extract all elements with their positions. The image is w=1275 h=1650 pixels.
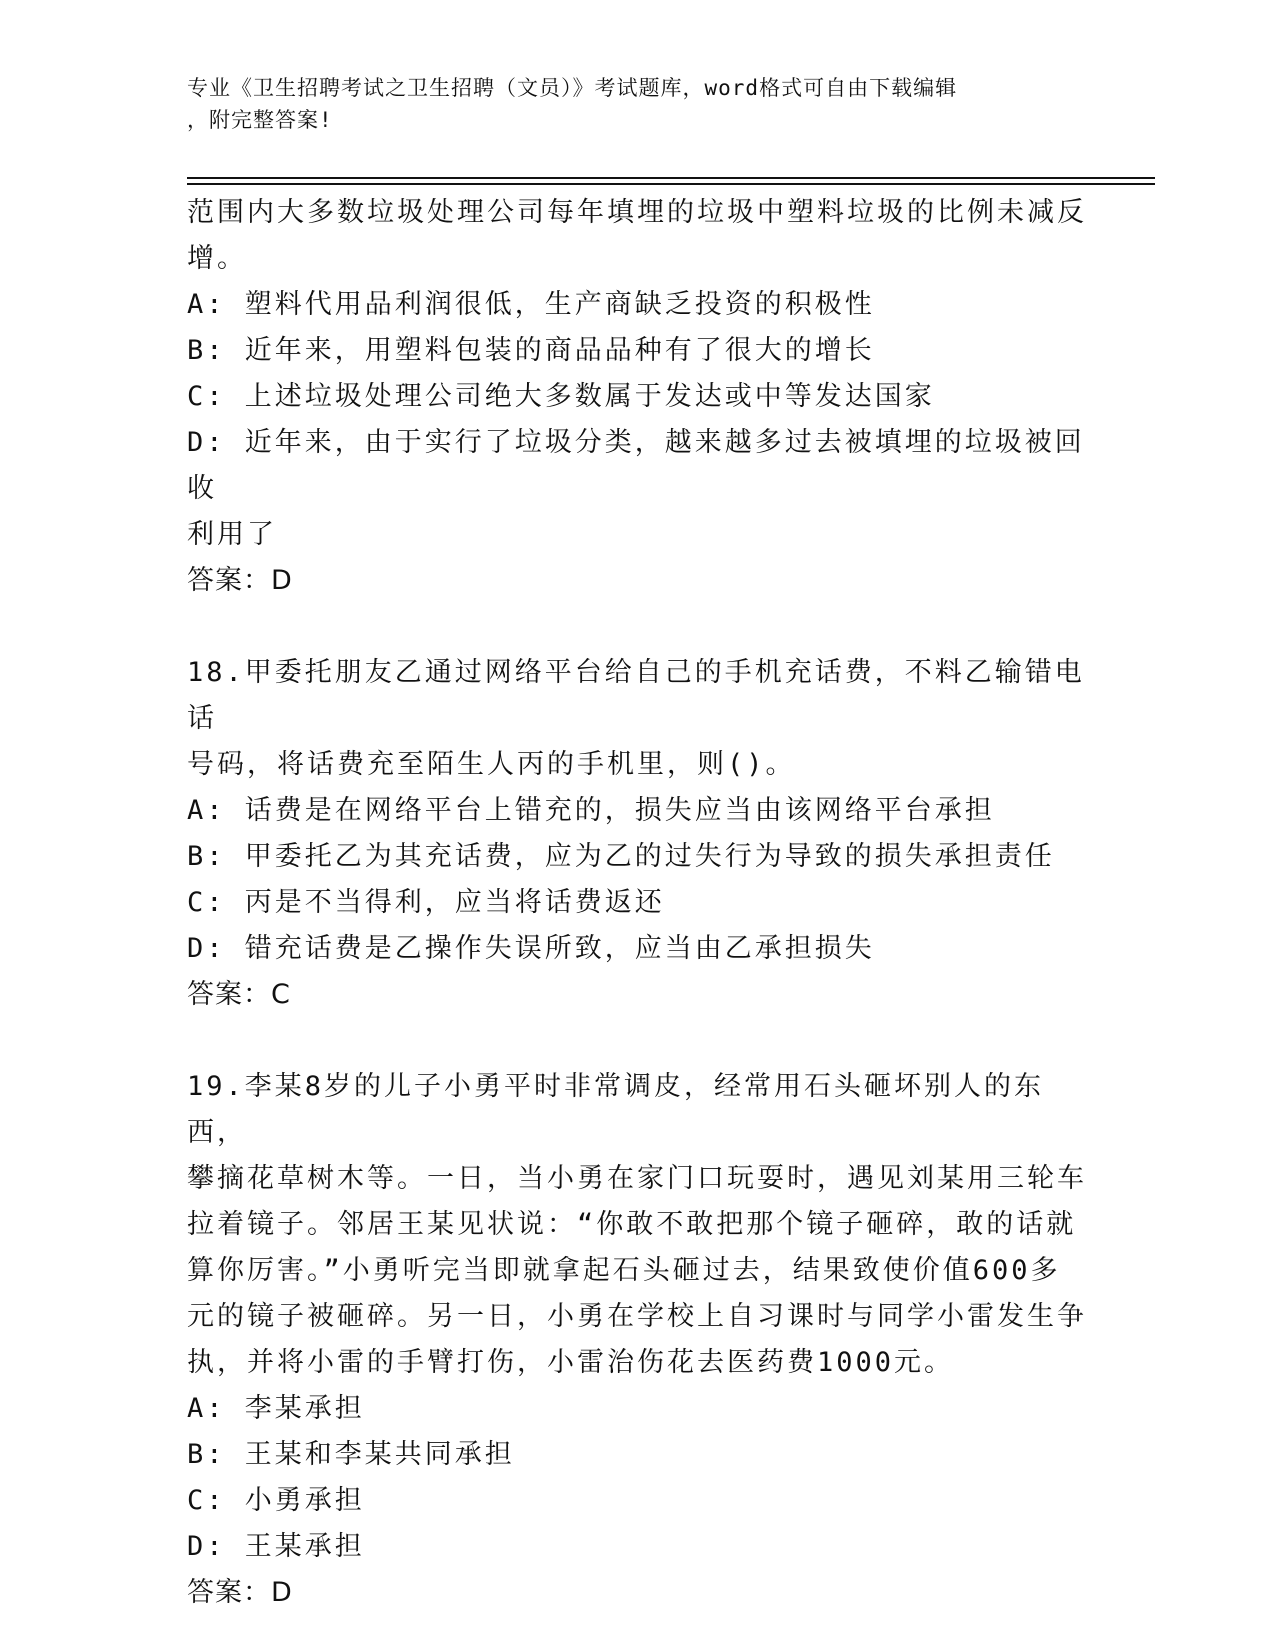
option-b: B: 甲委托乙为其充话费，应为乙的过失行为导致的损失承担责任 (187, 841, 1055, 872)
option-d: D: 王某承担 (187, 1531, 365, 1562)
option-a: A: 塑料代用品利润很低，生产商缺乏投资的积极性 (187, 289, 875, 320)
question-19 (187, 1064, 1087, 1616)
option-c: C: 小勇承担 (187, 1485, 365, 1516)
answer-label: 答案：D (187, 565, 293, 596)
document-header (187, 72, 1067, 136)
header-divider-bottom (187, 183, 1155, 185)
question-stem-line: 号码，将话费充至陌生人丙的手机里，则()。 (187, 749, 796, 780)
option-d-line-1: D: 近年来，由于实行了垃圾分类，越来越多过去被填埋的垃圾被回收 (187, 427, 1085, 504)
question-stem-line: 拉着镜子。邻居王某见状说：“你敢不敢把那个镜子砸碎，敢的话就 (187, 1209, 1077, 1240)
question-17 (187, 190, 1087, 604)
answer-label: 答案：D (187, 1577, 293, 1608)
option-a: A: 李某承担 (187, 1393, 365, 1424)
question-stem-line: 算你厉害。”小勇听完当即就拿起石头砸过去，结果致使价值600多 (187, 1255, 1061, 1286)
header-divider-top (187, 177, 1155, 179)
question-content (187, 190, 1087, 1616)
question-18 (187, 650, 1087, 1018)
option-c: C: 丙是不当得利，应当将话费返还 (187, 887, 665, 918)
option-d: D: 错充话费是乙操作失误所致，应当由乙承担损失 (187, 933, 875, 964)
header-line-2: ，附完整答案! (187, 108, 333, 132)
question-stem-line: 增。 (187, 243, 247, 274)
spacer (187, 1018, 1087, 1064)
question-stem-line: 元的镜子被砸碎。另一日，小勇在学校上自习课时与同学小雷发生争 (187, 1301, 1087, 1332)
question-stem-line: 执，并将小雷的手臂打伤，小雷治伤花去医药费1000元。 (187, 1347, 955, 1378)
option-b: B: 近年来，用塑料包装的商品品种有了很大的增长 (187, 335, 875, 366)
header-line-1: 专业《卫生招聘考试之卫生招聘（文员）》考试题库，word格式可自由下载编辑 (187, 76, 958, 100)
question-stem-line: 19.李某8岁的儿子小勇平时非常调皮，经常用石头砸坏别人的东西， (187, 1071, 1045, 1148)
option-d-line-2: 利用了 (187, 519, 277, 550)
question-stem-line: 范围内大多数垃圾处理公司每年填埋的垃圾中塑料垃圾的比例未减反 (187, 197, 1087, 228)
answer-label: 答案：C (187, 979, 291, 1010)
question-stem-line: 18.甲委托朋友乙通过网络平台给自己的手机充话费，不料乙输错电话 (187, 657, 1085, 734)
option-c: C: 上述垃圾处理公司绝大多数属于发达或中等发达国家 (187, 381, 935, 412)
option-b: B: 王某和李某共同承担 (187, 1439, 515, 1470)
question-stem-line: 攀摘花草树木等。一日，当小勇在家门口玩耍时，遇见刘某用三轮车 (187, 1163, 1087, 1194)
option-a: A: 话费是在网络平台上错充的，损失应当由该网络平台承担 (187, 795, 995, 826)
spacer (187, 604, 1087, 650)
